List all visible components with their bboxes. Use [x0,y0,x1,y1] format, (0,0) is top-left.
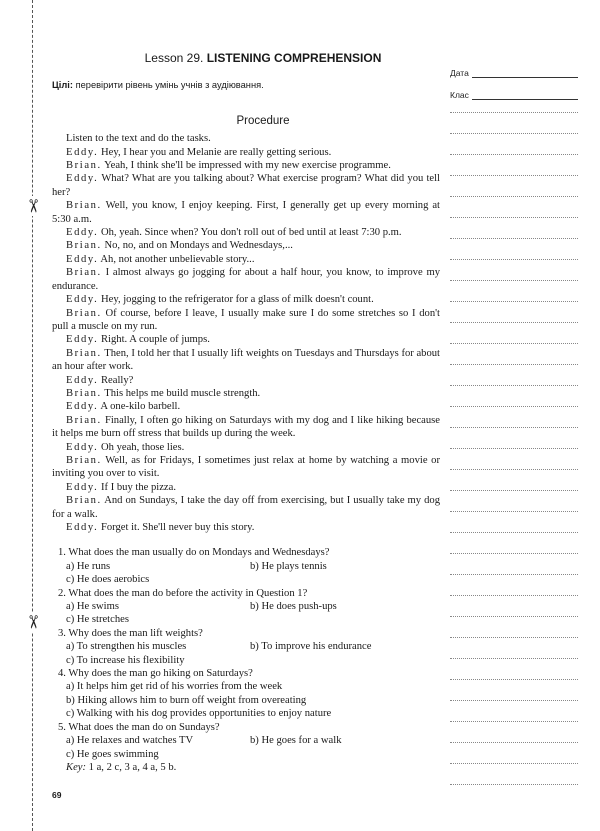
notes-line [450,679,578,680]
question: 5. What does the man do on Sundays? [58,721,220,733]
date-field[interactable] [450,56,578,78]
dialogue-text: And on Sundays, I take the day off from exercising, but I usually take my dog for a walk. [52,495,440,520]
question: 3. Why does the man lift weights? [58,627,203,639]
speaker-name: Brian. [66,160,102,172]
question: 1. What does the man usually do on Mondays and Wednesdays? [58,547,330,559]
dialogue-line [52,414,440,441]
answer-options [66,694,440,707]
answer-option: a) To strengthen his muscles [66,641,187,653]
speaker-name: Eddy. [66,146,99,158]
notes-line [450,658,578,659]
notes-line [450,427,578,428]
dialogue-line [52,146,440,159]
answer-option: b) He goes for a walk [250,735,342,747]
dialogue-text: Hey, I hear you and Melanie are really getting serious. [100,146,332,158]
speaker-name: Brian. [66,240,102,252]
dialogue-line [52,226,440,239]
notes-line [450,595,578,596]
notes-line [450,217,578,218]
notes-line [450,133,578,134]
question: 2. What does the man do before the activity in Question 1? [58,587,308,599]
answer-option: c) He goes swimming [66,748,159,760]
dialogue-line [52,400,440,413]
speaker-name: Eddy. [66,227,99,239]
dialogue-text: Right. A couple of jumps. [100,334,210,346]
dialogue-line [52,481,440,494]
speaker-name: Eddy. [66,294,99,306]
notes-line [450,301,578,302]
answer-options [66,573,440,586]
date-label: Дата [450,68,469,78]
dialogue-line [52,159,440,172]
instruction: Listen to the text and do the tasks. [66,133,211,145]
speaker-name: Eddy. [66,522,99,533]
answer-options [66,734,440,747]
question: 4. Why does the man go hiking on Saturdays? [58,668,253,680]
dialogue-line [52,293,440,306]
dialogue-line [52,521,440,534]
dialogue-text: Then, I told her that I usually lift weights on Tuesdays and Thursdays for about an hour after work. [52,347,440,373]
answer-options [66,600,440,613]
notes-line [450,448,578,449]
dialogue-text: Really? [100,374,134,386]
speaker-name: Eddy. [66,334,99,346]
dialogue-text: What? What are you talking about? What exercise program? What did you tell her? [52,173,440,198]
dialogue [52,146,440,535]
dialogue-text: Hey, jogging to the refrigerator for a glass of milk doesn't count. [100,294,374,306]
notes-line [450,553,578,554]
answer-key: Key: 1 a, 2 c, 3 a, 4 a, 5 b. [66,761,177,773]
answer-options [66,560,440,573]
dialogue-line [52,494,440,521]
dialogue-line [52,347,440,374]
answer-option: c) Walking with his dog provides opportunities to enjoy nature [66,708,332,720]
dialogue-text: Ah, not another unbelievable story... [100,253,255,265]
notes-line [450,511,578,512]
notes-line [450,364,578,365]
speaker-name: Brian. [66,307,102,319]
class-field[interactable] [450,78,578,100]
dialogue-text: Yeah, I think she'll be impressed with my new exercise programme. [104,160,391,172]
dialogue-line [52,387,440,400]
speaker-name: Brian. [66,200,102,212]
speaker-name: Eddy. [66,441,99,453]
questions [52,546,440,761]
notes-line [450,322,578,323]
notes-line [450,721,578,722]
notes-line [450,574,578,575]
answer-options [66,613,440,626]
speaker-name: Brian. [66,414,102,426]
notes-line [450,406,578,407]
answer-option: a) It helps him get rid of his worries from the week [66,681,283,693]
answer-options [66,640,440,653]
dialogue-line [52,441,440,454]
notes-line [450,385,578,386]
speaker-name: Eddy. [66,173,99,185]
page-number: 69 [52,790,62,800]
dialogue-line [52,239,440,252]
dialogue-text: Well, you know, I enjoy keeping. First, I generally get up every morning at 5:30 a.m. [52,200,440,225]
dialogue-line [52,266,440,293]
dialogue-line [52,307,440,334]
dialogue-line [52,253,440,266]
dialogue-text: Forget it. She'll never buy this story. [100,522,255,533]
answer-option: b) He plays tennis [250,560,327,572]
dialogue-text: Of course, before I leave, I usually make sure I do some stretches so I don't pull a muscle on my run. [52,307,440,332]
speaker-name: Eddy. [66,253,99,265]
dialogue-line [52,374,440,387]
notes-line [450,763,578,764]
dialogue-text: No, no, and on Mondays and Wednesdays,... [104,240,293,252]
speaker-name: Brian. [66,387,102,399]
answer-option: b) To improve his endurance [250,641,372,653]
notes-line [450,112,578,113]
notes-line [450,154,578,155]
cut-line [32,0,33,831]
notes-line [450,469,578,470]
notes-line [450,196,578,197]
notes-line [450,532,578,533]
lesson-content [52,52,440,774]
speaker-name: Eddy. [66,374,99,386]
dialogue-text: A one-kilo barbell. [100,401,181,413]
answer-options [66,748,440,761]
notes-line [450,616,578,617]
notes-line [450,637,578,638]
answer-options [66,654,440,667]
speaker-name: Eddy. [66,401,99,413]
dialogue-line [52,333,440,346]
speaker-name: Brian. [66,454,102,466]
procedure-heading: Procedure [236,114,290,127]
dialogue-text: Oh, yeah. Since when? You don't roll out of bed until at least 7:30 p.m. [100,227,402,239]
notes-line [450,700,578,701]
notes-line [450,742,578,743]
dialogue-text: This helps me build muscle strength. [104,387,261,399]
speaker-name: Brian. [66,495,102,507]
dialogue-line [52,172,440,199]
answer-options [66,707,440,720]
notes-line [450,784,578,785]
answer-option: b) Hiking allows him to burn off weight from overeating [66,694,307,706]
date-class-fields [450,56,578,100]
answer-options [66,680,440,693]
answer-option: c) He stretches [66,614,129,626]
notes-line [450,280,578,281]
dialogue-text: Finally, I often go hiking on Saturdays with my dog and I like hiking because it helps me burn off stress that builds up during the week. [52,414,440,440]
notes-line [450,175,578,176]
class-label: Клас [450,90,469,100]
dialogue-text: Oh yeah, those lies. [100,441,185,453]
lesson-title: Lesson 29. LISTENING COMPREHENSION [144,51,382,65]
dialogue-line [52,454,440,481]
answer-option: c) To increase his flexibility [66,654,185,666]
dialogue-text: Well, as for Fridays, I sometimes just relax at home by watching a movie or inviting you over to visit. [52,454,440,480]
lesson-goal: Цілі: перевірити рівень умінь учнів з аудіювання. [52,80,264,91]
notes-line [450,259,578,260]
dialogue-text: I almost always go jogging for about a half hour, you know, to improve my endurance. [52,267,440,292]
answer-option: a) He relaxes and watches TV [66,735,194,747]
speaker-name: Eddy. [66,481,99,493]
notes-line [450,490,578,491]
answer-option: b) He does push-ups [250,601,337,613]
speaker-name: Brian. [66,267,102,279]
dialogue-text: If I buy the pizza. [100,481,176,493]
answer-option: a) He swims [66,601,119,613]
answer-option: c) He does aerobics [66,574,150,586]
notes-line [450,343,578,344]
scissors-icon: ✂ [22,196,42,216]
dialogue-line [52,199,440,226]
answer-option: a) He runs [66,560,111,572]
scissors-icon: ✂ [22,612,42,632]
notes-line [450,238,578,239]
speaker-name: Brian. [66,347,102,359]
